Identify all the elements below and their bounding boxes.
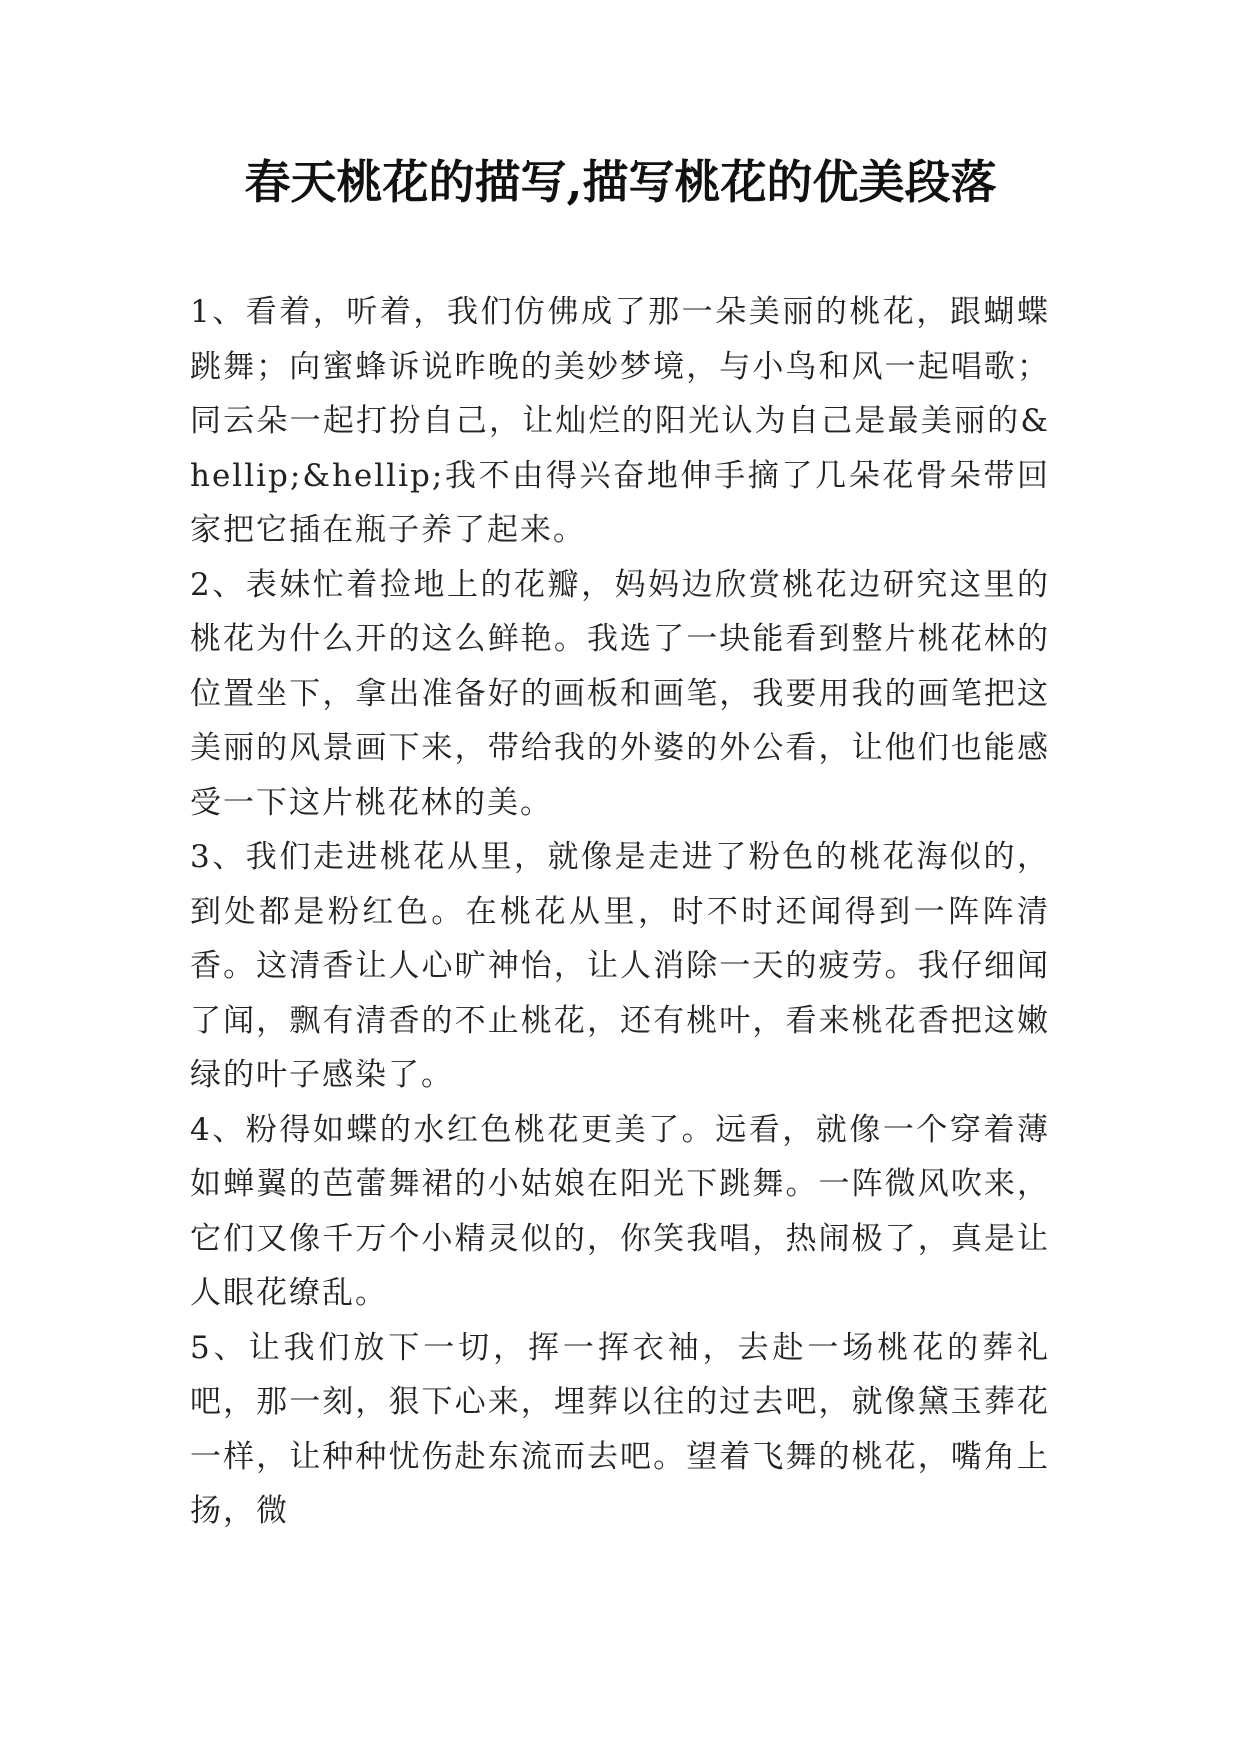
paragraph-5: 5、让我们放下一切，挥一挥衣袖，去赴一场桃花的葬礼吧，那一刻，狠下心来，埋葬以往的过去吧，就像黛玉葬花一样，让种种忧伤赴东流而去吧。望着飞舞的桃花，嘴角上扬，微 (190, 1329, 1050, 1529)
paragraph-2: 2、表妹忙着捡地上的花瓣，妈妈边欣赏桃花边研究这里的桃花为什么开的这么鲜艳。我选了一块能看到整片桃花林的位置坐下，拿出准备好的画板和画笔，我要用我的画笔把这美丽的风景画下来，带给我的外婆的外公看，让他们也能感受一下这片桃花林的美。 (190, 566, 1050, 821)
paragraph-4: 4、粉得如蝶的水红色桃花更美了。远看，就像一个穿着薄如蝉翼的芭蕾舞裙的小姑娘在阳光下跳舞。一阵微风吹来，它们又像千万个小精灵似的，你笑我唱，热闹极了，真是让人眼花缭乱。 (190, 1111, 1050, 1311)
document-body (190, 285, 1050, 1539)
paragraph-3: 3、我们走进桃花从里，就像是走进了粉色的桃花海似的，到处都是粉红色。在桃花从里，时不时还闻得到一阵阵清香。这清香让人心旷神怡，让人消除一天的疲劳。我仔细闻了闻，飘有清香的不止桃花，还有桃叶，看来桃花香把这嫩绿的叶子感染了。 (190, 839, 1050, 1093)
paragraph-1: 1、看着，听着，我们仿佛成了那一朵美丽的桃花，跟蝴蝶跳舞；向蜜蜂诉说昨晚的美妙梦境，与小鸟和风一起唱歌；同云朵一起打扮自己，让灿烂的阳光认为自己是最美丽的&hellip;&hellip;我不由得兴奋地伸手摘了几朵花骨朵带回家把它插在瓶子养了起来。 (190, 294, 1050, 548)
document-title: 春天桃花的描写,描写桃花的优美段落 (244, 155, 997, 209)
